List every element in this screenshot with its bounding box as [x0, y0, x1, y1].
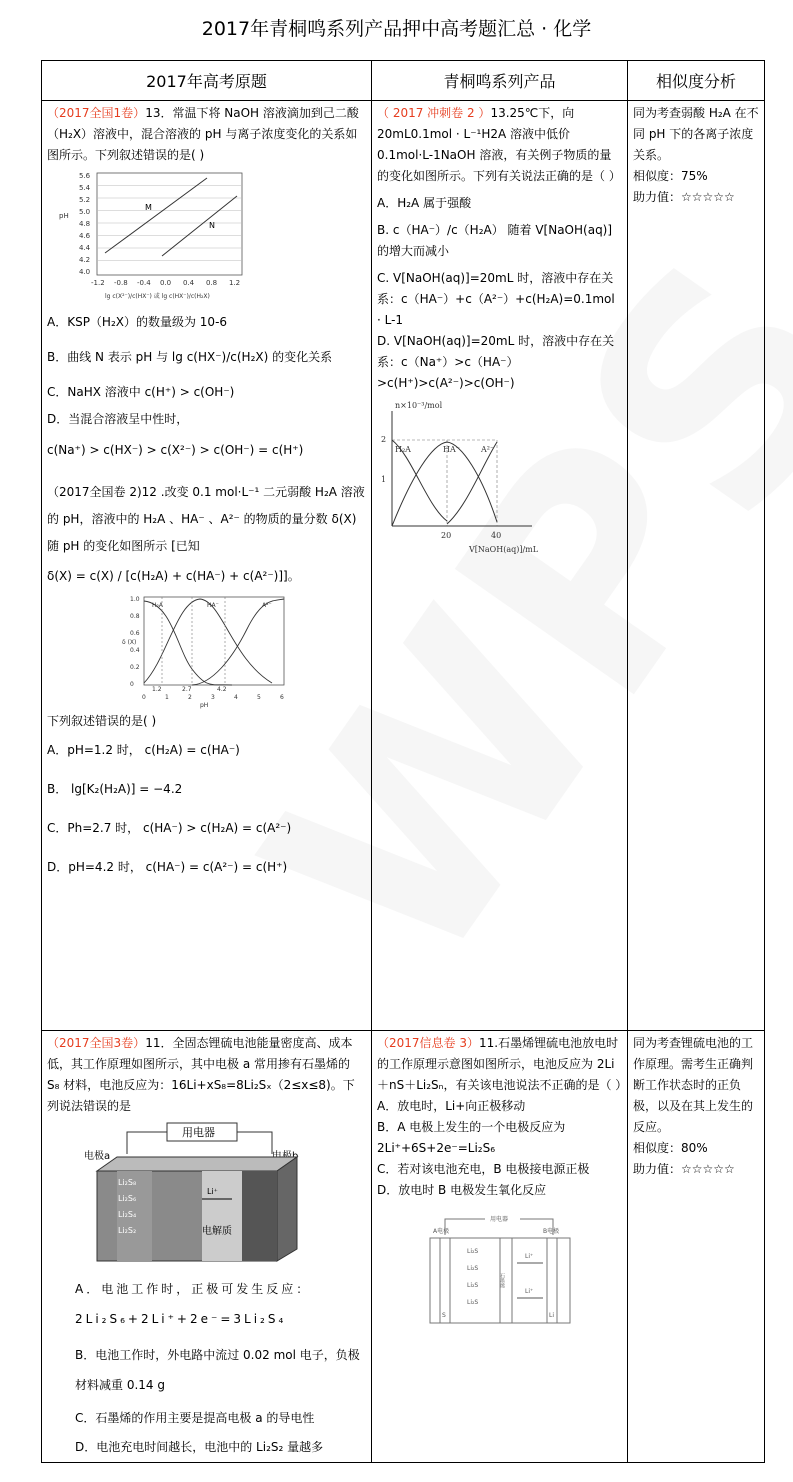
f3-mark-2: 2.7 [181, 686, 192, 693]
analysis-text: 同为考查锂硫电池的工作原理。需考生正确判断工作状态时的正负极，以及在其上发生的反应。 [633, 1036, 754, 1134]
f3-xtick: 1 [164, 694, 169, 701]
f5-a: A电极 [432, 1228, 449, 1235]
curve-ha [144, 599, 272, 683]
f1-ytick: 4.8 [79, 220, 91, 228]
f4-s4: Li₂S₄ [117, 1210, 136, 1219]
comparison-table [41, 60, 765, 1463]
f1-ytick: 4.0 [79, 268, 91, 276]
f5-graphene: 石墨烯 [498, 1273, 505, 1288]
question-prompt: 下列叙述错误的是( ) [47, 714, 157, 728]
f1-xtick: 0.0 [160, 279, 172, 287]
cell-product-2 [372, 1031, 628, 1463]
f3-xtick: 0 [141, 694, 146, 701]
f3-xtick: 2 [187, 694, 192, 701]
curve-a2 [447, 442, 497, 524]
option: A．pH=1.2 时， c(H₂A) = c(HA⁻) [47, 743, 240, 757]
figure-battery-diagram [82, 1119, 332, 1264]
f2-a2: A²⁻ [481, 445, 495, 454]
f3-a2: A²⁻ [261, 602, 272, 609]
f3-xtick: 4 [233, 694, 238, 701]
f1-xtick: 0.4 [183, 279, 195, 287]
question-stem: （2017全国3卷）11．全固态锂硫电池能量密度高、成本低，其工作原理如图所示，其中电极 a 常用掺有石墨烯的 S₈ 材料，电池反应为：16Li+xS₈=8Li₂Sₓ（2≤x≤8)。下列说法错误的是 [47, 1036, 355, 1113]
option: c(Na⁺) > c(HX⁻) > c(X²⁻) > c(OH⁻) = c(H⁺) [47, 443, 304, 457]
option: C. V[NaOH(aq)]=20mL 时，溶液中存在关系：c（HA⁻）+c（A²⁻）+c(H₂A)=0.1mol · L-1 [377, 271, 615, 327]
question-stem: （ 2017 冲刺卷 2 ）13.25℃下，向 20mL0.1mol · L⁻¹H2A 溶液中低价 0.1mol·L-1NaOH 溶液，有关例子物质的量的变化如图所示。下列有关说法正确的是（ ） [377, 106, 621, 183]
f3-ytick: 0.2 [129, 664, 140, 671]
f5-liion-1: Li⁺ [524, 1253, 533, 1260]
f3-mark-3: 4.2 [216, 686, 227, 693]
figure-mol-volume-chart [377, 396, 547, 556]
f5-s: S [441, 1312, 446, 1319]
curve-a2 [192, 599, 284, 685]
f3-h2a: H₂A [151, 602, 163, 609]
cell-analysis-1 [628, 101, 765, 1031]
label-m: M [145, 203, 152, 212]
f3-ylabel: δ (X) [121, 639, 136, 646]
figure-fraction-ph-chart [122, 589, 292, 709]
similarity: 相似度：80% [633, 1141, 708, 1155]
f1-ylabel: pH [59, 212, 69, 220]
header-analysis: 相似度分析 [628, 61, 765, 101]
f5-s2: Li₂S [466, 1265, 478, 1272]
f3-xtick: 6 [279, 694, 284, 701]
option: B．A 电极上发生的一个电极反应为 2Li⁺+6S+2e⁻=Li₂S₆ [377, 1120, 566, 1155]
option: D．pH=4.2 时， c(HA⁻) = c(A²⁻) = c(H⁺) [47, 860, 288, 874]
cell-original-2 [42, 1031, 372, 1463]
f1-xtick: 0.8 [206, 279, 218, 287]
f2-xtick-40: 40 [491, 531, 502, 540]
f2-h2a: H₂A [395, 445, 411, 454]
f1-ytick: 5.0 [79, 208, 91, 216]
f1-ytick: 5.2 [79, 196, 91, 204]
f2-ytick-2: 2 [381, 435, 387, 444]
f3-ytick: 1.0 [129, 596, 140, 603]
cell-product-1 [372, 101, 628, 1031]
option: C．若对该电池充电，B 电极接电源正极 [377, 1162, 590, 1176]
f4-s6: Li₂S₆ [117, 1194, 136, 1203]
f3-ytick: 0.4 [129, 647, 140, 654]
formula: δ(X) = c(X) / [c(H₂A) + c(HA⁻) + c(A²⁻)]]。 [47, 569, 300, 583]
option: D．电池充电时间越长，电池中的 Li₂S₂ 量越多 [75, 1440, 324, 1454]
boost-rating: 助力值：☆☆☆☆☆ [633, 190, 735, 204]
curve-ha [392, 442, 497, 526]
option: B．曲线 N 表示 pH 与 lg c(HX⁻)/c(H₂X) 的变化关系 [47, 350, 333, 364]
option: A．KSP（H₂X）的数量级为 10-6 [47, 315, 228, 329]
f5-s1: Li₂S [466, 1248, 478, 1255]
f3-ytick: 0.6 [129, 630, 140, 637]
similarity: 相似度：75% [633, 169, 708, 183]
boost-rating: 助力值：☆☆☆☆☆ [633, 1162, 735, 1176]
f3-ytick: 0.8 [129, 613, 140, 620]
option: A．放电时，Li+向正极移动 [377, 1099, 526, 1113]
table-header-row [42, 61, 765, 101]
option: C．Ph=2.7 时， c(HA⁻) > c(H₂A) = c(A²⁻) [47, 821, 292, 835]
f4-li: Li⁺ [206, 1187, 218, 1196]
f1-xlabel: lg c(X²⁻)/c(HX⁻) 或 lg c(HX⁻)/c(H₂X) [105, 293, 210, 300]
f2-xtick-20: 20 [441, 531, 452, 540]
option: A．电池工作时，正极可发生反应：2Li₂S₆+2Li⁺+2e⁻=3Li₂S₄ [75, 1282, 312, 1326]
f5-liion-2: Li⁺ [524, 1288, 533, 1295]
option: B．电池工作时，外电路中流过 0.02 mol 电子，负极材料减重 0.14 g [75, 1348, 360, 1392]
line-m [105, 178, 207, 253]
option: D. V[NaOH(aq)]=20mL 时，溶液中存在关系：c（Na⁺）>c（HA⁻）>c(H⁺)>c(A²⁻)>c(OH⁻) [377, 334, 615, 390]
f4-ea: 电极a [83, 1151, 110, 1162]
curve-h2a [144, 601, 232, 685]
f5-li: Li [548, 1312, 554, 1319]
f4-elec: 电解质 [201, 1226, 232, 1237]
f5-device: 用电器 [489, 1216, 508, 1223]
f1-xtick: -0.4 [137, 279, 151, 287]
option: B． lg[K₂(H₂A)] = −4.2 [47, 782, 183, 796]
f3-ha: HA⁻ [206, 602, 219, 609]
page-title: 2017年青桐鸣系列产品押中高考题汇总 · 化学 [201, 18, 592, 40]
f2-ha: HA⁻ [443, 445, 460, 454]
f1-ytick: 4.2 [79, 256, 91, 264]
f4-device: 用电器 [181, 1126, 215, 1139]
f5-s3: Li₂S [466, 1282, 478, 1289]
f1-ytick: 4.4 [79, 244, 91, 252]
f2-xlabel: V[NaOH(aq)]/mL [469, 545, 539, 554]
f2-ytick-1: 1 [381, 475, 387, 484]
line-n [162, 196, 237, 256]
question-stem: （2017全国1卷）13．常温下将 NaOH 溶液滴加到己二酸（H₂X）溶液中，混合溶液的 pH 与离子浓度变化的关系如图所示。下列叙述错误的是( ) [47, 106, 359, 162]
table-row [42, 101, 765, 1031]
option: C．石墨烯的作用主要是提高电极 a 的导电性 [75, 1411, 315, 1425]
figure-ph-lg-chart [57, 168, 257, 308]
option: D．当混合溶液呈中性时， [47, 412, 189, 426]
cell-analysis-2 [628, 1031, 765, 1463]
f1-ytick: 5.6 [79, 172, 91, 180]
header-original: 2017年高考原题 [42, 61, 372, 101]
option: D．放电时 B 电极发生氧化反应 [377, 1183, 547, 1197]
option: A．H₂A 属于强酸 [377, 196, 472, 210]
f5-b: B电极 [542, 1228, 559, 1235]
f1-ytick: 4.6 [79, 232, 91, 240]
table-row [42, 1031, 765, 1463]
analysis-text: 同为考查弱酸 H₂A 在不同 pH 下的各离子浓度关系。 [633, 106, 759, 162]
f3-ytick: 0 [129, 681, 134, 688]
f1-xtick: 1.2 [229, 279, 241, 287]
label-n: N [209, 221, 215, 230]
f2-ylabel: n×10⁻³/mol [395, 401, 443, 410]
f1-ytick: 5.4 [79, 184, 91, 192]
header-product: 青桐鸣系列产品 [372, 61, 628, 101]
f4-s2: Li₂S₂ [117, 1226, 136, 1235]
option: B. c（HA⁻）/c（H₂A） 随着 V[NaOH(aq)]的增大而减小 [377, 223, 613, 258]
question-stem: （2017信息卷 3）11.石墨烯锂硫电池放电时的工作原理示意图如图所示，电池反应为 2Li＋nS＋Li₂Sₙ，有关该电池说法不正确的是（ ） [377, 1036, 628, 1092]
figure-graphene-battery [425, 1213, 575, 1328]
f4-s8: Li₂S₈ [117, 1178, 136, 1187]
f3-mark-1: 1.2 [151, 686, 162, 693]
f3-xtick: 5 [256, 694, 261, 701]
question-stem-2: （2017全国卷 2)12 .改变 0.1 mol·L⁻¹ 二元弱酸 H₂A 溶液的 pH，溶液中的 H₂A 、HA⁻ 、A²⁻ 的物质的量分数 δ(X) 随 pH 的变化如图所示 [已知 [47, 485, 365, 553]
f3-xtick: 3 [210, 694, 215, 701]
option: C．NaHX 溶液中 c(H⁺) > c(OH⁻) [47, 385, 235, 399]
f3-xlabel: pH [199, 702, 208, 709]
f5-s4: Li₂S [466, 1299, 478, 1306]
f1-xtick: -1.2 [91, 279, 105, 287]
cell-original-1 [42, 101, 372, 1031]
f1-xtick: -0.8 [114, 279, 128, 287]
